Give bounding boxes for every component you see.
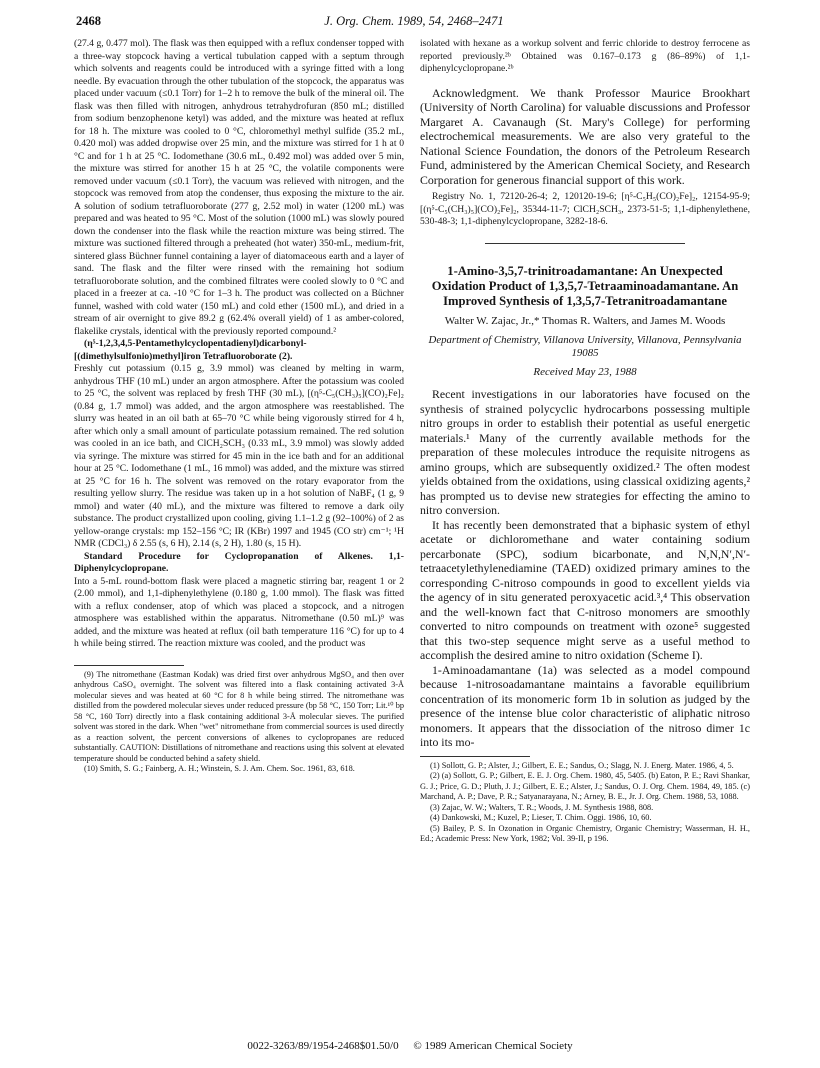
footnote-10: (10) Smith, S. G.; Fainberg, A. H.; Winstein, S. J. Am. Chem. Soc. 1961, 83, 618.	[84, 764, 355, 773]
footnote-9: (9) The nitromethane (Eastman Kodak) was dried first over anhydrous MgSO₄ and then over anhydrous CaSO₄ overnight. The solvent was filtered into a flask containing activated 3-Å molecular sieves and was heated at 60 °C for 8 h while being stirred. The nitromethane was distilled from the powdered molecular sieves under reduced pressure (bp 58 °C, 150 Torr; Lit.¹⁰ bp 58 °C, 160 Torr) directly into a flask containing additional 3-Å molecular sieves. The purified solvent was stored in the dark. When "wet" nitromethane from commercial sources is used directly as a reaction solvent, the percent conversions of alkenes to cyclopropanes are reduced substantially. CAUTION: Distillations of nitromethane and reactions using this solvent at elevated temperature should be conducted behind a safety shield.	[74, 669, 404, 763]
received-date: Received May 23, 1988	[533, 366, 637, 378]
reference-1: (1) Sollott, G. P.; Alster, J.; Gilbert, E. E.; Sandus, O.; Slagg, N. J. Energ. Mater. 1986, 4, 5.	[430, 760, 734, 770]
reference-3: (3) Zajac, W. W.; Walters, T. R.; Woods, J. M. Synthesis 1988, 808.	[430, 802, 654, 812]
page-number: 2468	[76, 14, 101, 28]
procedure-heading: Standard Procedure for Cyclopropanation of Alkenes. 1,1-Diphenylcyclopropane.	[74, 550, 404, 574]
author-affiliation: Department of Chemistry, Villanova University, Villanova, Pennsylvania 19085	[428, 334, 742, 359]
copyright-notice: © 1989 American Chemical Society	[413, 1040, 573, 1052]
experimental-paragraph-3: Into a 5-mL round-bottom flask were placed a magnetic stirring bar, reagent 1 or 2 (2.00 mmol), and 1,1-diphenylethylene (0.180 g, 1.00 mmol). The flask was fitted with a reflux condenser, atop of which was placed a stopcock, and a nitrogen atmosphere was established within the apparatus. Nitromethane (0.50 mL)⁹ was added, and the mixture was heated at reflux (oil bath temperature 116 °C) for up to 4 h while being stirred. The reaction mixture was cooled, and the product was	[74, 575, 404, 649]
page-footer	[0, 1040, 820, 1052]
experimental-continuation: isolated with hexane as a workup solvent and ferric chloride to destroy ferrocene as reported previously.²ᵇ Obtained was 0.167–0.173 g (86–89%) of 1,1-diphenylcyclopropane.²ᵇ	[420, 38, 750, 74]
running-header	[76, 14, 752, 32]
price-code: 0022-3263/89/1954-2468$01.50/0	[247, 1040, 399, 1052]
reference-5: (5) Bailey, P. S. In Ozonation in Organic Chemistry, Organic Chemistry; Wasserman, H. H., Ed.; Academic Press: New York, 1982; Vol. 39-II, p 196.	[420, 823, 750, 843]
journal-citation: J. Org. Chem. 1989, 54, 2468–2471	[324, 14, 504, 28]
reference-4: (4) Dankowski, M.; Kuzel, P.; Lieser, T. Chim. Oggi. 1986, 10, 60.	[430, 813, 652, 822]
body-paragraph-2: It has recently been demonstrated that a biphasic system of ethyl acetate or dichloromethane and water containing sodium percarbonate (SPC), sodium bicarbonate, and N,N,N′,N′-tetraacetylethylenediamine (TAED) oxidized primary amines to the corresponding C-nitroso compounds in good to excellent yields via the agency of in situ generated peroxyacetic acid.³,⁴ This observation and the well-known fact that C-nitroso monomers are smoothly converted to nitro compounds on treatment with ozone⁵ suggested that this two-step sequence might serve as a useful method to accomplish the desired amine to nitro oxidation (Scheme I).	[420, 517, 750, 662]
left-column	[74, 38, 404, 775]
body-paragraph-3: 1-Aminoadamantane (1a) was selected as a model compound because 1-nitrosoadamantane maintains a favorable equilibrium concentration of its monomeric form 1b in solution as judged by the presence of the intense blue color characteristic of aliphatic nitroso monomers. It appears that the dissociation of the nitroso dimer 1c into its mo-	[420, 662, 750, 749]
acknowledgment: Acknowledgment. We thank Professor Maurice Brookhart (University of North Carolina) for valuable discussions and Professor Margaret A. Cavanaugh (St. Mary's College) for performing electrochemical measurements. We are also very grateful to the National Science Foundation, the donors of the Petroleum Research Fund, administered by the American Chemical Society, and Research Corporation for generous financial support of this work.	[420, 85, 750, 187]
references-divider	[420, 756, 530, 757]
article-title: 1-Amino-3,5,7-trinitroadamantane: An Unexpected Oxidation Product of 1,3,5,7-Tetraaminoadamantane. An Improved Synthesis of 1,3,5,7-Tetranitroadamantane	[431, 263, 739, 308]
footnote-divider	[74, 665, 184, 666]
registry-numbers: Registry No. 1, 72120-26-4; 2, 120120-19-6; [η⁵-C₅H₅(CO)₂Fe]₂, 12154-95-9; [(η⁵-C₅(CH₃)₅](CO)₂Fe]₂, 35344-11-7; ClCH₂SCH₃, 2373-51-5; 1,1-diphenylethene, 530-48-3; 1,1-diphenylcyclopropane, 3282-18-6.	[420, 191, 750, 227]
experimental-paragraph-2: Freshly cut potassium (0.15 g, 3.9 mmol) was cleaned by melting in warm, anhydrous THF (10 mL) under an argon atmosphere. After the potassium was cooled to 25 °C, the solvent was replaced by fresh THF (30 mL), [(η⁵-C₅(CH₃)₅](CO)₂Fe]₂ (0.84 g, 1.7 mmol) was added, and the argon atmosphere was reestablished. The slurry was heated in an oil bath at 65–70 °C while being vigorously stirred for 4 h, after which only a small amount of particulate potassium remained. The red solution was cooled in an ice bath, and ClCH₂SCH₃ (0.33 mL, 3.9 mmol) was slowly added via syringe. The mixture was stirred for 45 min in the ice bath and for an additional hour at 25 °C. Iodomethane (1 mL, 16 mmol) was added, and the mixture was stirred at 25 °C for 16 h. The solvent was removed on the rotary evaporator from the resulting yellow slurry. The residue was taken up in a hot solution of NaBF₄ (1 g, 9 mmol) and water (40 mL), and the mixture was filtered to remove a dark oily substance. The product crystallized upon cooling, giving 1.1–1.2 g (92–100%) of 2 as yellow-orange crystals: mp 152–156 °C; IR (KBr) 1997 and 1945 (CO str) cm⁻¹; ¹H NMR (CDCl₃) δ 2.55 (s, 6 H), 2.14 (s, 2 H), 1.80 (s, 15 H).	[74, 363, 404, 549]
right-column	[420, 38, 750, 845]
body-paragraph-1: Recent investigations in our laboratories have focused on the synthesis of strained polycyclic hydrocarbons possessing multiple nitro groups in order to establish their potential as useful energetic materials.¹ Many of the currently available methods for the preparation of these molecules introduce the requisite nitrogens as amino groups, which are subsequently oxidized.² The often modest yields obtained from the oxidations, using classical oxidizing agents,² has prompted us to devise new strategies for effecting the amino to nitro conversion.	[420, 387, 750, 517]
article-divider	[485, 243, 685, 244]
reference-2: (2) (a) Sollott, G. P.; Gilbert, E. E. J. Org. Chem. 1980, 45, 5405. (b) Eaton, P. E.; Ravi Shankar, G. J.; Price, G. D.; Pluth, J. J.; Gilbert, E. E.; Alster, J.; Sandus, O. J. Org. Chem. 1984, 49, 185. (c) Marchand, A. P.; Dave, P. R.; Satyanarayana, N.; Arney, B. E., Jr. J. Org. Chem. 1988, 53, 1088.	[420, 771, 750, 801]
experimental-paragraph-1: (27.4 g, 0.477 mol). The flask was then equipped with a reflux condenser topped with a three-way stopcock having a vertical tubulation capped with a septum through which solvents and reagents could be introduced with a syringe fitted with a long needle. By evacuation through the other tubulation of the stopcock, the apparatus was placed under vacuum (≤0.1 Torr) for 1–2 h to remove the bulk of the mineral oil. The flask was then filled with nitrogen, anhydrous tetrahydrofuran (850 mL; distilled from sodium benzophenone ketyl) was added, and the mixture was heated at reflux for 18 h. The mixture was cooled to 0 °C, chloromethyl methyl sulfide (35.2 mL, 0.420 mol) was added dropwise over 25 min, and the mixture was stirred for 1 h at 0 °C and for 1 h at 25 °C. Iodomethane (30.6 mL, 0.492 mol) was added over 5 min, the mixture was stirred for another 15 h at 25 °C, the volatile components were removed under vacuum (≤0.1 Torr), the vacuum was relieved with nitrogen, and the stopcock was removed from atop the condenser, thus exposing the mixture to the air. A solution of sodium tetrafluoroborate (277 g, 2.52 mol) in water (1200 mL) was prepared and was heated to 95 °C. Most of the solution (1000 mL) was slowly poured down the condenser into the flask while the reaction mixture was being stirred. The mixture was suctioned filtered through a preheated (hot water) 350-mL, medium-frit, sintered glass Büchner funnel containing a layer of diatomaceous earth and a layer of sand. The flask and the filter were rinsed with the remaining hot sodium tetrafluoroborate solution, and the combined filtrates were cooled slowly to 0 °C and placed in a freezer at ca. -10 °C for 1–3 h. The product was collected on a Büchner funnel, washed with cold water (150 mL) and cold ether (1500 mL), and dried in a stream of air overnight to give 89.2 g (62.4% overall yield) of 1 as amber-colored, flakelike crystals, identical with the previously reported compound.²	[74, 38, 404, 337]
compound-2-heading: (η⁵-1,2,3,4,5-Pentamethylcyclopentadienyl)dicarbonyl-[(dimethylsulfonio)methyl]iron Tetrafluoroborate (2).	[74, 338, 307, 362]
article-authors: Walter W. Zajac, Jr.,* Thomas R. Walters, and James M. Woods	[444, 314, 726, 327]
